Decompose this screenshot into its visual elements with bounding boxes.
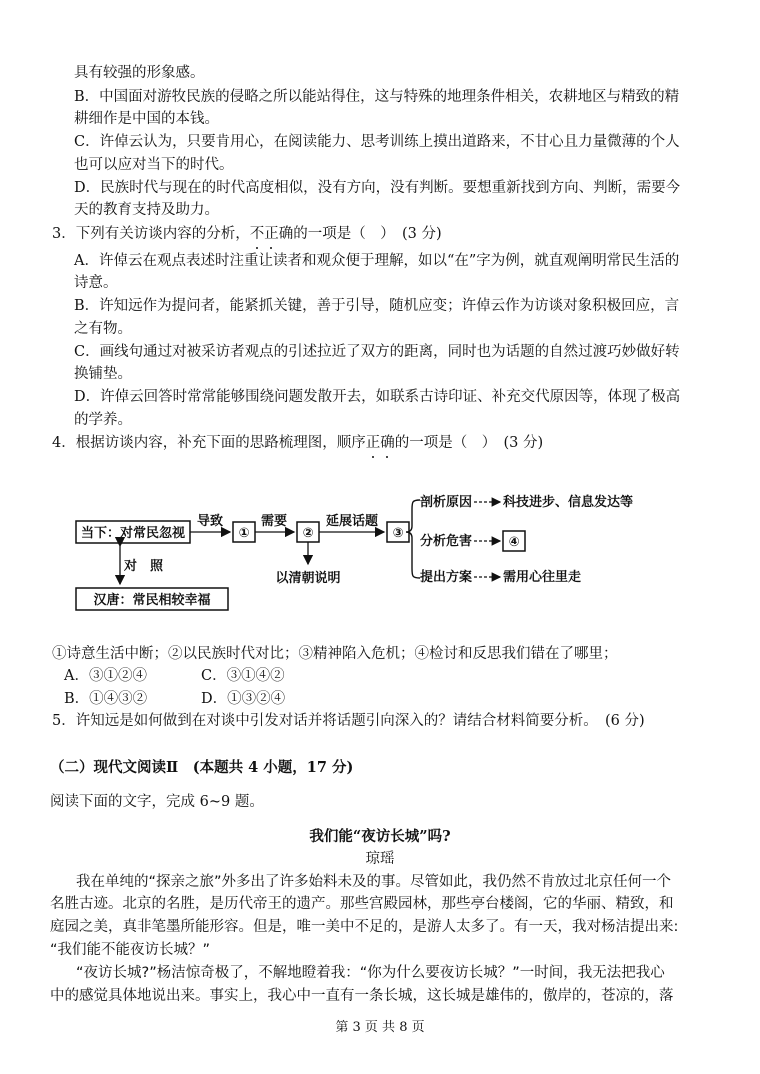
box-1-label: ①	[238, 526, 250, 541]
section-instruction: 阅读下面的文字，完成 6~9 题。	[50, 794, 264, 810]
box-4-label: ④	[508, 535, 520, 550]
q4-option-c: C．③①④②	[201, 668, 285, 684]
q3-stem: 3．下列有关访谈内容的分析，不正确的一项是（ ） (3 分)	[52, 226, 442, 242]
q2-option-c: C．许倬云认为，只要肯用心，在阅读能力、思考训练上摸出道路来，不甘心且力量微薄的个人	[74, 134, 680, 150]
thinking-flow-diagram	[0, 480, 760, 620]
box-2-label: ②	[302, 526, 314, 541]
emphasis-dot: 正	[365, 435, 381, 451]
article-title: 我们能“夜访长城”吗?	[309, 828, 451, 845]
arrow-lead-label: 导致	[196, 514, 224, 529]
box-3-label: ③	[392, 526, 404, 541]
paragraph-line: 中的感觉具体地说出来。事实上，我心中一直有一条长城，这长城是雄伟的，傲岸的，苍凉的，落	[50, 988, 674, 1004]
paragraph-line: “我们能不能夜访长城？”	[50, 942, 211, 958]
page-footer: 第 3 页 共 8 页	[335, 1020, 425, 1035]
ming-qing-label: 以清朝说明	[275, 571, 341, 586]
q4-items: ①诗意生活中断；②以民族时代对比；③精神陷入危机；④检讨和反思我们错在了哪里；	[52, 646, 618, 662]
arrow-need-label: 需要	[260, 514, 288, 529]
emphasis-dot: 不	[249, 226, 265, 242]
article-author: 琼瑶	[365, 851, 395, 867]
q2-line: 具有较强的形象感。	[74, 65, 205, 81]
q3-option-a-cont: 诗意。	[74, 275, 118, 291]
q4-option-b: B．①④③②	[64, 691, 148, 707]
paragraph-line: 我在单纯的“探亲之旅”外多出了许多始料未及的事。尽管如此，我仍然不肯放过北京任何一个	[76, 874, 672, 890]
q3-option-b-cont: 之有物。	[74, 321, 132, 337]
q5-stem: 5．许知远是如何做到在对谈中引发对话并将话题引向深入的？请结合材料简要分析。 (6 分)	[52, 713, 645, 729]
q2-option-b-cont: 耕细作是中国的本钱。	[74, 111, 219, 127]
q2-option-c-cont: 也可以应对当下的时代。	[74, 157, 234, 173]
box-han-label: 汉唐：常民相较幸福	[93, 593, 211, 608]
q4-stem: 4．根据访谈内容，补充下面的思路梳理图，顺序正确的一项是（ ） (3 分)	[52, 435, 544, 451]
q2-option-d: D．民族时代与现在的时代高度相似，没有方向，没有判断。要想重新找到方向、判断，需要今	[74, 180, 681, 196]
paragraph-line: 名胜古迹。北京的名胜，是历代帝王的遗产。那些宫殿园林，那些亭台楼阁，它的华丽、精致，和	[50, 896, 674, 912]
q4-option-a: A．③①②④	[64, 668, 147, 684]
q2-option-d-cont: 天的教育支持及助力。	[74, 202, 219, 218]
branch-plan: 提出方案	[420, 570, 473, 585]
q3-option-c: C．画线句通过对被采访者观点的引述拉近了双方的距离，同时也为话题的自然过渡巧妙做好转	[74, 344, 680, 360]
branch-cause: 剖析原因	[420, 495, 473, 510]
q2-option-b: B．中国面对游牧民族的侵略之所以能站得住，这与特殊的地理条件相关，农耕地区与精致的精	[74, 89, 680, 105]
emphasis-dot: 正	[264, 226, 279, 242]
emphasis-dot: 确	[380, 435, 395, 451]
q3-option-b: B．许知远作为提问者，能紧抓关键，善于引导，随机应变；许倬云作为访谈对象积极回应，言	[74, 298, 680, 314]
arrow-extend-label: 延展话题	[325, 514, 379, 529]
paragraph-line: “夜访长城?”杨洁惊奇极了，不解地瞪着我：“你为什么要夜访长城？”一时间，我无法把我心	[76, 965, 665, 981]
q3-option-c-cont: 换铺垫。	[74, 366, 132, 382]
section-heading: （二）现代文阅读Ⅱ (本题共 4 小题，17 分)	[50, 759, 354, 776]
q3-option-d-cont: 的学养。	[74, 412, 132, 428]
box-now-label: 当下：对常民忽视	[80, 526, 186, 541]
paragraph-line: 庭园之美，真非笔墨所能形容。但是，唯一美中不足的，是游人太多了。有一天，我对杨洁提出来:	[50, 919, 679, 935]
q3-option-d: D．许倬云回答时常常能够围绕问题发散开去，如联系古诗印证、补充交代原因等，体现了极高	[74, 389, 681, 405]
contrast-label: 对 照	[124, 559, 164, 574]
branch-cause-result: 科技进步、信息发达等	[503, 495, 634, 510]
q3-option-a: A．许倬云在观点表述时注重让读者和观众便于理解，如以“在”字为例，就直观阐明常民生活的	[74, 253, 680, 269]
q4-option-d: D．①③②④	[201, 691, 286, 707]
branch-harm: 分析危害	[420, 534, 473, 549]
branch-plan-result: 需用心往里走	[503, 570, 582, 585]
